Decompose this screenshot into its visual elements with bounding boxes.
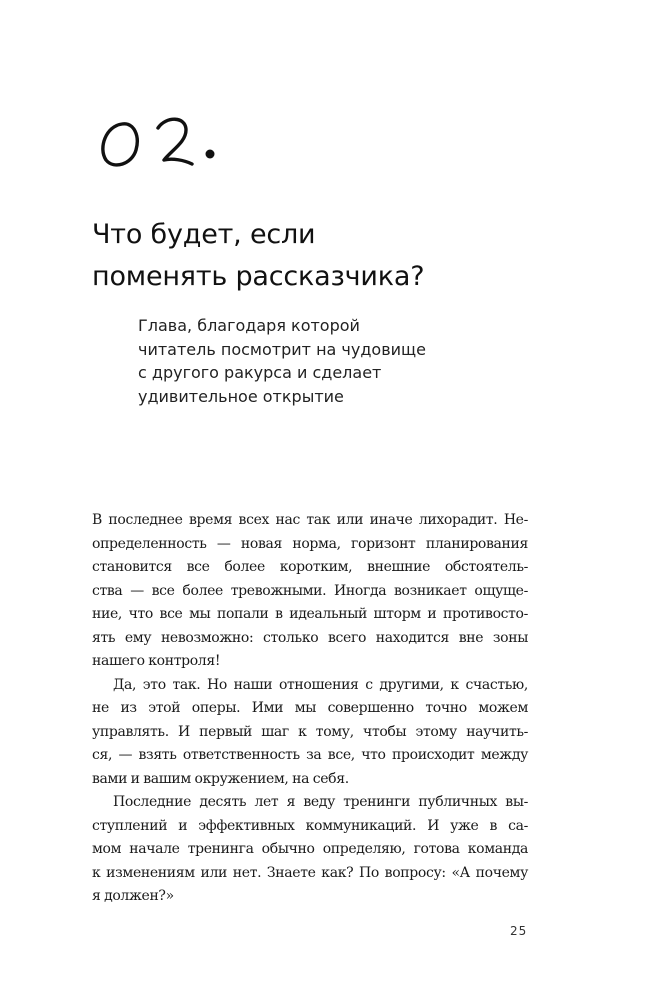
text-line: ние, что все мы попали в идеальный шторм и противосто- xyxy=(92,606,528,622)
chapter-title-line: поменять рассказчика? xyxy=(92,261,425,292)
text-line: я должен?» xyxy=(92,888,174,904)
text-line: ся, — взять ответственность за все, что происходит между xyxy=(92,747,528,763)
text-line: нашего контроля! xyxy=(92,653,221,669)
text-line: мом начале тренинга обычно определяю, готова команда xyxy=(92,841,528,857)
chapter-title-line: Что будет, если xyxy=(92,219,316,250)
chapter-subtitle-line: с другого ракурса и сделает xyxy=(138,363,382,382)
chapter-subtitle xyxy=(138,314,558,408)
chapter-subtitle-line: читатель посмотрит на чудовище xyxy=(138,339,426,359)
text-line: В последнее время всех нас так или иначе лихорадит. Не- xyxy=(92,512,528,528)
text-line: к изменениям или нет. Знаете как? По вопросу: «А почему xyxy=(92,864,528,881)
text-line: ступлений и эффективных коммуникаций. И уже в са- xyxy=(92,817,528,834)
text-line: Да, это так. Но наши отношения с другими, к счастью, xyxy=(113,676,528,693)
page-number: 25 xyxy=(510,924,528,938)
paragraph xyxy=(92,674,528,792)
text-line: определенность — новая норма, горизонт планирования xyxy=(92,535,528,552)
handwritten-chapter-number-graphic xyxy=(92,98,232,178)
chapter-number-handwritten xyxy=(92,98,232,178)
text-line: становится все более коротким, внешние обстоятель- xyxy=(92,559,528,575)
text-line: Последние десять лет я веду тренинги публичных вы- xyxy=(113,794,528,810)
body-text xyxy=(92,509,528,909)
chapter-subtitle-line: Глава, благодаря которой xyxy=(138,316,360,335)
text-line: вами и вашим окружением, на себя. xyxy=(92,770,349,787)
chapter-subtitle-line: удивительное открытие xyxy=(138,386,344,406)
text-line: ства — все более тревожными. Иногда возникает ощуще- xyxy=(92,582,528,599)
paragraph xyxy=(92,791,528,909)
chapter-title xyxy=(92,214,572,298)
text-line: управлять. И первый шаг к тому, чтобы этому научить- xyxy=(92,723,528,740)
text-line: ять ему невозможно: столько всего находится вне зоны xyxy=(92,629,528,646)
text-line: не из этой оперы. Ими мы совершенно точно можем xyxy=(92,700,528,716)
paragraph xyxy=(92,509,528,674)
